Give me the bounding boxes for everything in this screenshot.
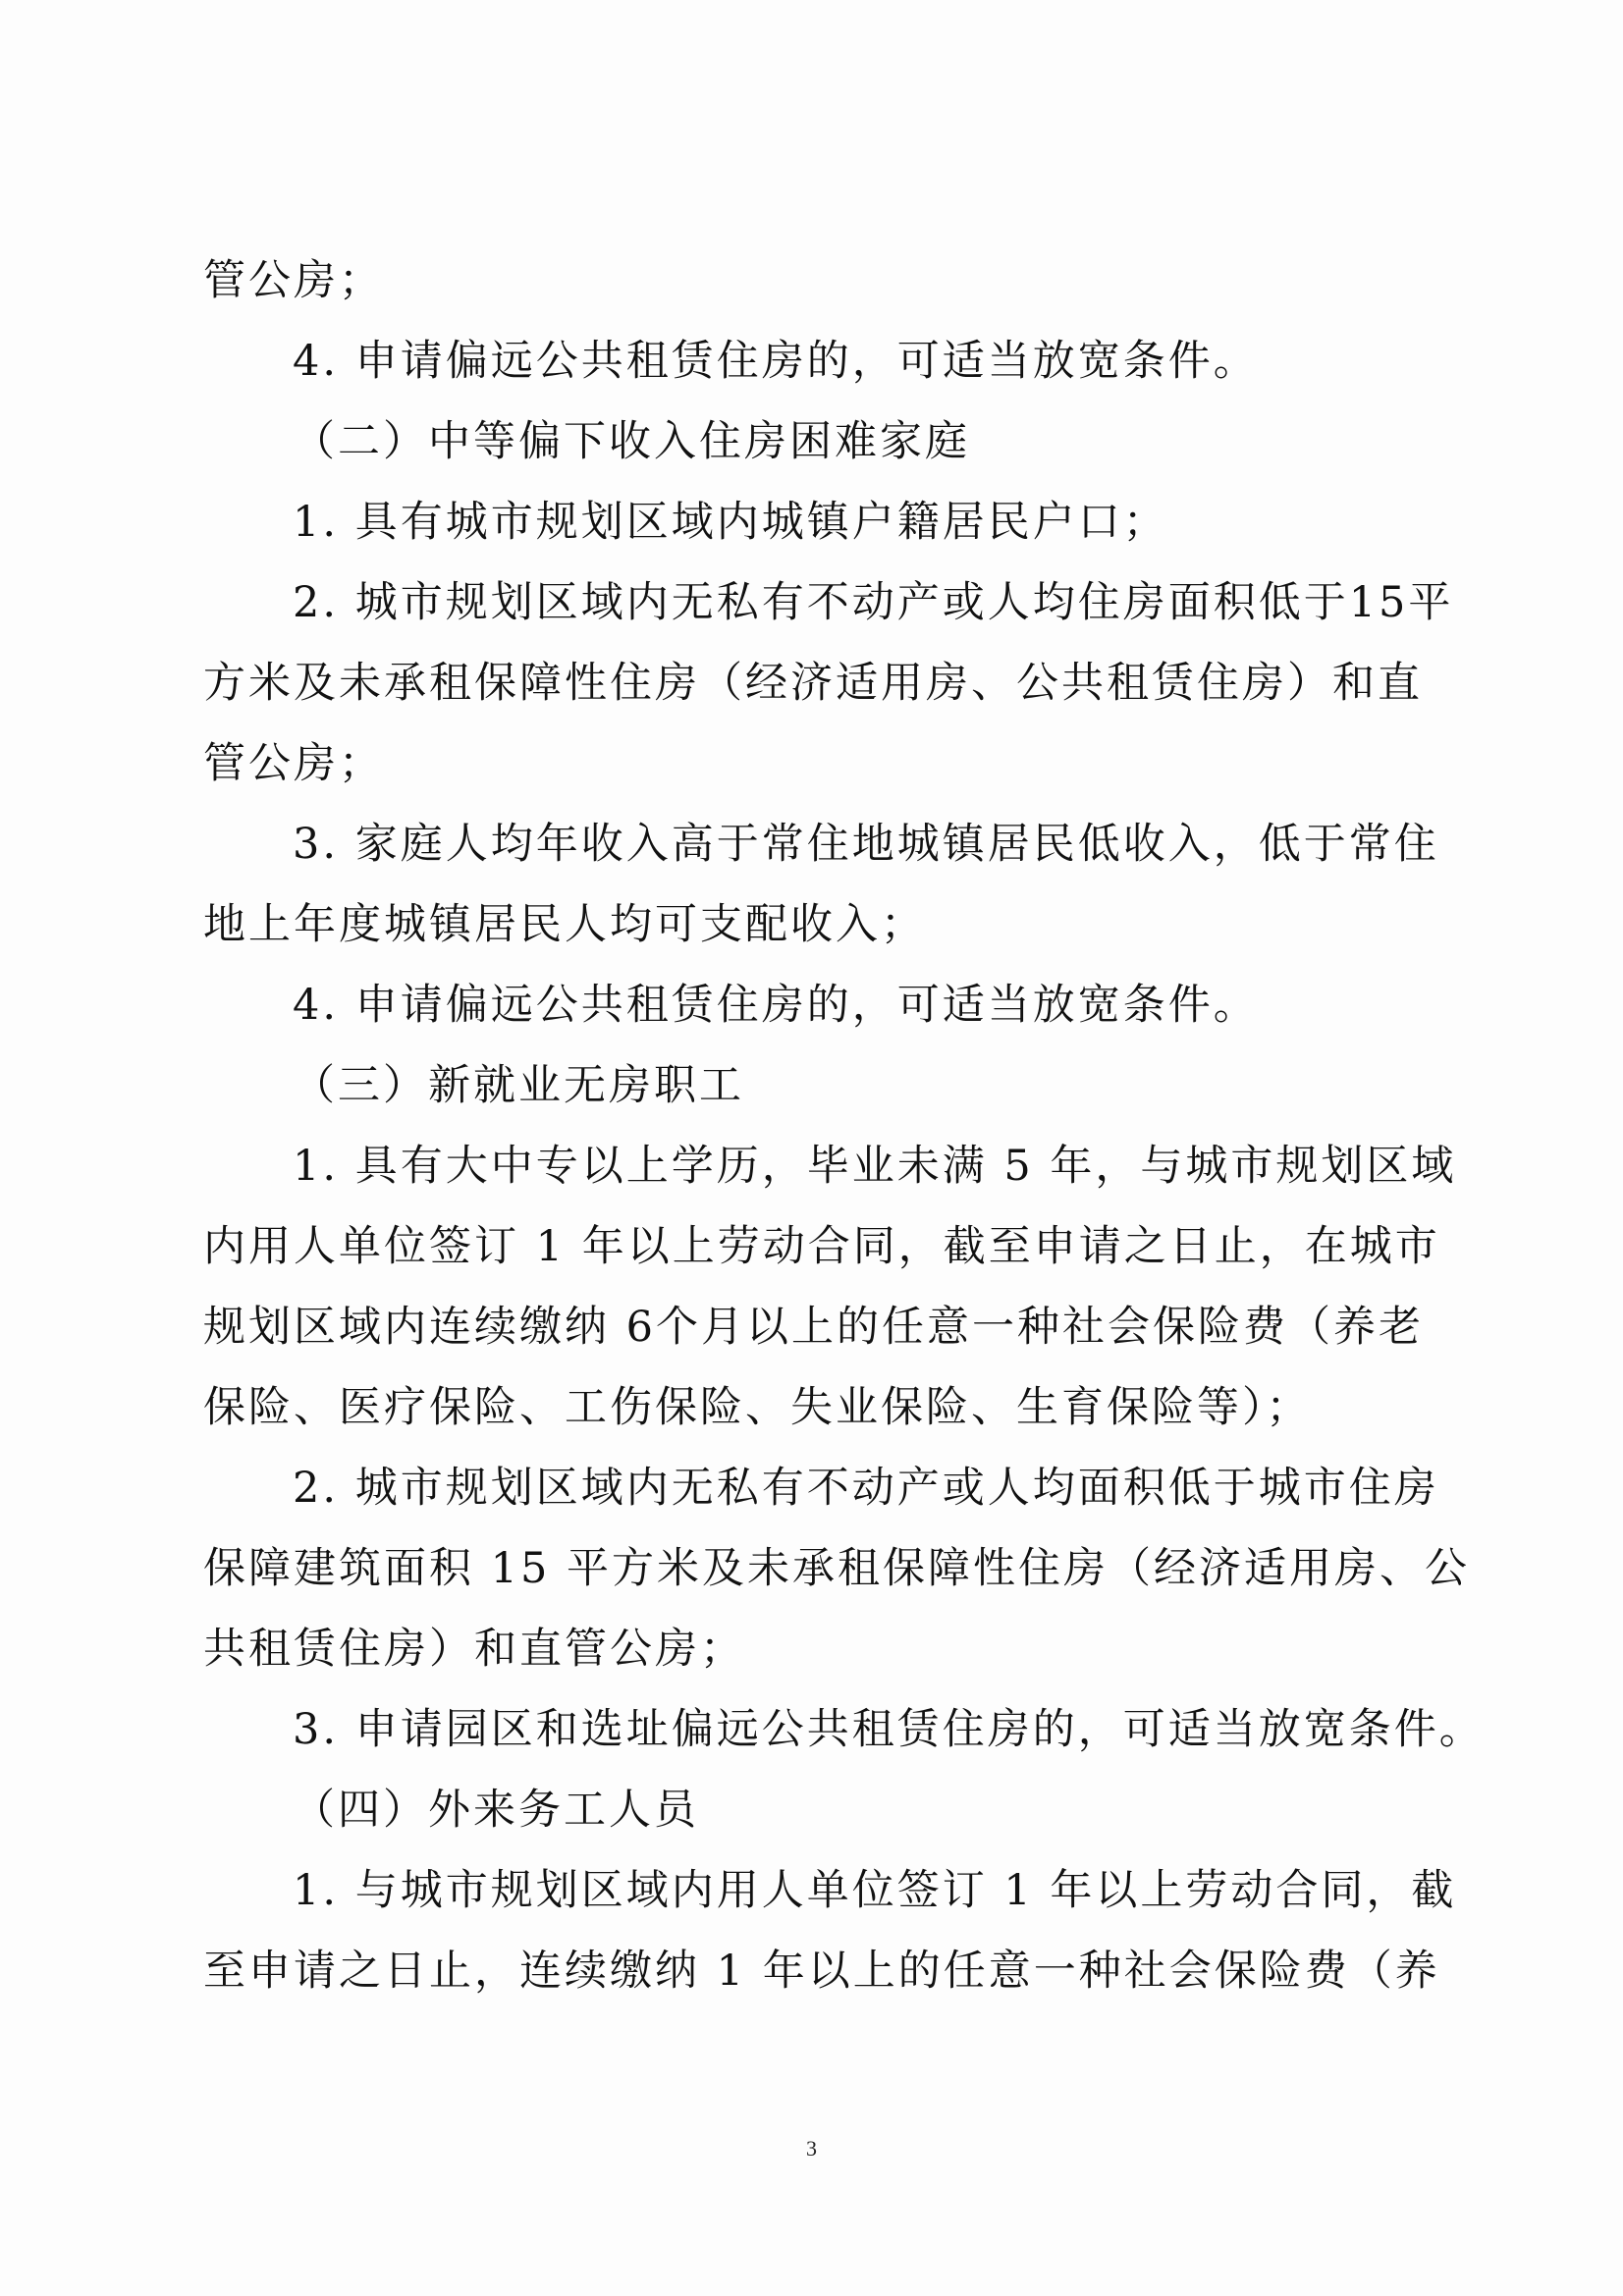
text-line: 4. 申请偏远公共租赁住房的，可适当放宽条件。: [293, 337, 1259, 386]
text-line: 共租赁住房）和直管公房；: [203, 1625, 745, 1674]
text-line: 1. 具有大中专以上学历，毕业未满 5 年，与城市规划区域: [293, 1142, 1457, 1191]
body-text: [203, 240, 1485, 2011]
section-heading: （二）中等偏下收入住房困难家庭: [293, 417, 970, 466]
text-line: 方米及未承租保障性住房（经济适用房、公共租赁住房）和直: [203, 659, 1423, 708]
text-line: 规划区域内连续缴纳 6个月以上的任意一种社会保险费（养老: [203, 1303, 1425, 1352]
text-line: 1. 具有城市规划区域内城镇户籍居民户口；: [293, 498, 1168, 547]
text-line: 内用人单位签订 1 年以上劳动合同，截至申请之日止，在城市: [203, 1222, 1440, 1271]
text-line: 4. 申请偏远公共租赁住房的，可适当放宽条件。: [293, 981, 1259, 1030]
section-heading: （三）新就业无房职工: [293, 1061, 744, 1110]
text-line: 保障建筑面积 15 平方米及未承租保障性住房（经济适用房、公: [203, 1544, 1471, 1593]
text-line: 3. 申请园区和选址偏远公共租赁住房的，可适当放宽条件。: [293, 1705, 1485, 1754]
text-line: 2. 城市规划区域内无私有不动产或人均面积低于城市住房: [293, 1464, 1439, 1513]
text-line: 保险、医疗保险、工伤保险、失业保险、生育保险等）；: [203, 1383, 1312, 1432]
page-number: 3: [806, 2136, 817, 2161]
text-line: 管公房；: [203, 256, 384, 305]
text-line: 管公房；: [203, 739, 384, 788]
text-line: 1. 与城市规划区域内用人单位签订 1 年以上劳动合同，截: [293, 1866, 1457, 1915]
section-heading: （四）外来务工人员: [293, 1786, 699, 1835]
text-line: 地上年度城镇居民人均可支配收入；: [203, 900, 926, 949]
text-line: 至申请之日止，连续缴纳 1 年以上的任意一种社会保险费（养: [203, 1947, 1440, 1996]
text-line: 2. 城市规划区域内无私有不动产或人均住房面积低于15平: [293, 578, 1454, 627]
text-line: 3. 家庭人均年收入高于常住地城镇居民低收入，低于常住: [293, 820, 1439, 869]
